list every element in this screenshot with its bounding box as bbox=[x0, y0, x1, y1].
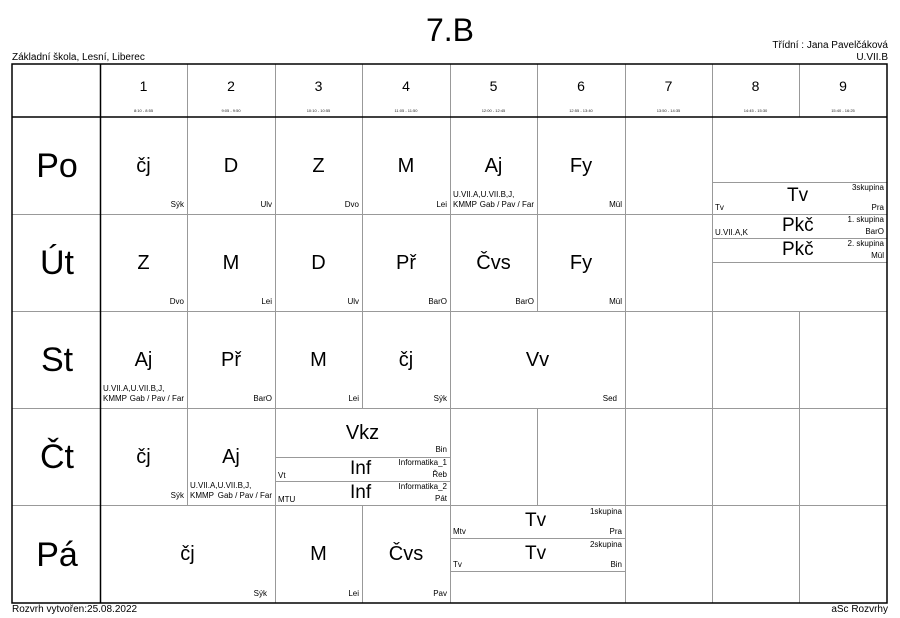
period-header-6 bbox=[537, 64, 625, 117]
lesson-teacher: Mül bbox=[609, 297, 622, 306]
lesson-subject: čj bbox=[136, 155, 151, 177]
lesson-teacher: Pát bbox=[434, 494, 447, 503]
lesson-teacher: Ulv bbox=[260, 200, 272, 209]
lesson-cell-group[interactable] bbox=[450, 538, 625, 571]
lesson-cell-group[interactable] bbox=[450, 505, 625, 538]
lesson-group: 2skupina bbox=[589, 540, 622, 549]
lesson-cell-group[interactable] bbox=[712, 182, 887, 214]
lesson-teacher: BarO bbox=[515, 297, 534, 306]
lesson-teacher: Lei bbox=[348, 394, 359, 403]
lesson-cell[interactable] bbox=[275, 311, 362, 408]
period-header-5 bbox=[450, 64, 537, 117]
lesson-subject: M bbox=[222, 252, 240, 274]
lesson-subject: Fy bbox=[569, 155, 593, 177]
lesson-subject: M bbox=[310, 543, 327, 565]
lesson-room: Tv bbox=[453, 560, 462, 569]
lesson-teacher: Lei bbox=[261, 297, 272, 306]
lesson-cell[interactable] bbox=[187, 311, 275, 408]
lesson-cell[interactable] bbox=[537, 117, 625, 214]
lesson-cell[interactable] bbox=[450, 214, 537, 311]
lesson-room-2: KMMP bbox=[190, 491, 214, 500]
lesson-teacher: Gab / Pav / Far bbox=[217, 491, 272, 500]
lesson-cell-double[interactable] bbox=[100, 505, 275, 603]
lesson-teacher: Bin bbox=[610, 560, 622, 569]
period-number: 6 bbox=[577, 78, 585, 94]
period-number: 2 bbox=[227, 78, 235, 94]
lesson-teacher: Dvo bbox=[169, 297, 184, 306]
day-label-st: St bbox=[40, 341, 74, 379]
lesson-teacher: BarO bbox=[428, 297, 447, 306]
period-time: 15:40 - 16:25 bbox=[831, 108, 855, 113]
period-time: 14:45 - 15:30 bbox=[743, 108, 768, 113]
lesson-teacher: Pav bbox=[433, 589, 447, 598]
lesson-teacher: Bin bbox=[435, 445, 447, 454]
software-credit: aSc Rozvrhy bbox=[831, 604, 888, 615]
period-number: 7 bbox=[664, 78, 673, 94]
class-room: U.VII.B bbox=[856, 52, 888, 63]
lesson-cell[interactable] bbox=[450, 117, 537, 214]
lesson-teacher: Sýk bbox=[170, 491, 184, 500]
period-number: 3 bbox=[314, 78, 323, 94]
lesson-group: 1skupina bbox=[589, 507, 622, 516]
lesson-cell[interactable] bbox=[537, 214, 625, 311]
lesson-cell[interactable] bbox=[275, 214, 362, 311]
period-time: 8:10 - 8:55 bbox=[133, 108, 154, 113]
lesson-subject: M bbox=[310, 349, 327, 371]
lesson-cell[interactable] bbox=[275, 505, 362, 603]
lesson-room: U.VII.A,U.VII.B,J, bbox=[190, 481, 252, 490]
lesson-teacher: Sýk bbox=[253, 589, 267, 598]
day-label-pa: Pá bbox=[36, 536, 78, 574]
lesson-subject: M bbox=[397, 155, 415, 177]
period-number: 5 bbox=[489, 78, 498, 94]
lesson-teacher: Lei bbox=[436, 200, 447, 209]
period-time: 12:55 - 13:40 bbox=[569, 108, 593, 113]
lesson-subject: Př bbox=[221, 349, 241, 371]
lesson-teacher: Pra bbox=[609, 527, 622, 536]
period-number: 4 bbox=[402, 78, 410, 94]
lesson-subject: Z bbox=[312, 155, 325, 177]
lesson-subject: Pkč bbox=[782, 215, 814, 236]
lesson-cell-group[interactable] bbox=[712, 238, 887, 262]
lesson-subject: Př bbox=[396, 252, 416, 274]
lesson-cell[interactable] bbox=[100, 311, 187, 408]
lesson-subject: Čvs bbox=[476, 252, 511, 274]
lesson-cell-group[interactable] bbox=[275, 481, 450, 505]
lesson-cell[interactable] bbox=[362, 505, 450, 603]
lesson-subject: Tv bbox=[525, 543, 547, 564]
period-time: 10:10 - 10:55 bbox=[306, 108, 331, 113]
page-title: 7.B bbox=[425, 12, 475, 48]
lesson-cell[interactable] bbox=[100, 117, 187, 214]
lesson-subject: Vkz bbox=[345, 422, 380, 444]
period-time: 9:05 - 9:50 bbox=[221, 108, 241, 113]
period-time: 12:00 - 12:45 bbox=[481, 108, 506, 113]
lesson-subject: Tv bbox=[787, 185, 809, 206]
lesson-subject: Z bbox=[137, 252, 150, 274]
period-header-4 bbox=[362, 64, 450, 117]
lesson-room: Vt bbox=[278, 471, 286, 480]
lesson-teacher: Gab / Pav / Far bbox=[129, 394, 184, 403]
lesson-room: U.VII.A,K bbox=[715, 228, 748, 237]
lesson-subject: D bbox=[311, 252, 326, 274]
lesson-teacher: BarO bbox=[865, 227, 884, 236]
lesson-teacher: BarO bbox=[253, 394, 272, 403]
lesson-cell-group[interactable] bbox=[712, 214, 887, 238]
lesson-subject: čj bbox=[398, 349, 414, 371]
period-header-3 bbox=[275, 64, 362, 117]
lesson-room: MTU bbox=[278, 495, 296, 504]
lesson-subject: D bbox=[223, 155, 239, 177]
lesson-room: Mtv bbox=[453, 527, 466, 536]
lesson-teacher: Sýk bbox=[170, 200, 184, 209]
lesson-teacher: Dvo bbox=[344, 200, 359, 209]
period-header-7 bbox=[625, 64, 712, 117]
lesson-teacher: Pra bbox=[871, 203, 884, 212]
period-number: 9 bbox=[839, 78, 847, 94]
lesson-teacher: Sýk bbox=[433, 394, 447, 403]
lesson-subject: Vv bbox=[525, 349, 550, 371]
period-number: 8 bbox=[751, 78, 760, 94]
lesson-subject: Aj bbox=[484, 155, 503, 177]
lesson-room-2: KMMP bbox=[453, 200, 477, 209]
lesson-cell[interactable] bbox=[362, 117, 450, 214]
period-header-1 bbox=[100, 64, 187, 117]
lesson-subject: Fy bbox=[569, 252, 593, 274]
lesson-cell[interactable] bbox=[187, 214, 275, 311]
lesson-teacher: Sed bbox=[602, 394, 617, 403]
lesson-cell[interactable] bbox=[100, 214, 187, 311]
lesson-teacher: Mül bbox=[871, 251, 884, 260]
lesson-room-2: KMMP bbox=[103, 394, 127, 403]
day-label-po: Po bbox=[36, 147, 78, 185]
lesson-cell[interactable] bbox=[187, 408, 275, 505]
created-date: Rozvrh vytvořen:25.08.2022 bbox=[12, 604, 138, 615]
lesson-subject: čj bbox=[136, 446, 151, 468]
period-time: 11:05 - 11:50 bbox=[394, 108, 418, 113]
lesson-cell[interactable] bbox=[187, 117, 275, 214]
lesson-group: Informatika_1 bbox=[398, 458, 447, 467]
lesson-subject: Aj bbox=[134, 349, 153, 371]
period-number: 1 bbox=[139, 78, 148, 94]
lesson-subject: Aj bbox=[222, 446, 240, 468]
lesson-subject: Čvs bbox=[388, 543, 424, 565]
period-header-2 bbox=[187, 64, 275, 117]
lesson-cell-double[interactable] bbox=[450, 311, 625, 408]
period-header-8 bbox=[712, 64, 799, 117]
lesson-room: Tv bbox=[715, 203, 724, 212]
lesson-group: 1. skupina bbox=[847, 215, 884, 224]
lesson-subject: čj bbox=[180, 543, 195, 565]
lesson-teacher: Mül bbox=[609, 200, 622, 209]
day-label-ct: Čt bbox=[40, 438, 74, 476]
lesson-cell[interactable] bbox=[100, 408, 187, 505]
day-label-ut: Út bbox=[40, 244, 74, 282]
lesson-cell-group[interactable] bbox=[275, 457, 450, 481]
lesson-subject: Tv bbox=[525, 510, 547, 531]
lesson-subject: Pkč bbox=[782, 239, 814, 260]
lesson-group: 2. skupina bbox=[847, 239, 884, 248]
lesson-group: Informatika_2 bbox=[398, 482, 447, 491]
period-time: 13:50 - 14:35 bbox=[656, 108, 681, 113]
lesson-room: U.VII.A,U.VII.B,J, bbox=[103, 384, 165, 393]
class-teacher-name: Třídní : Jana Pavelčáková bbox=[772, 40, 888, 51]
lesson-cell[interactable] bbox=[275, 117, 362, 214]
period-header-9 bbox=[799, 64, 887, 117]
lesson-teacher: Lei bbox=[348, 589, 359, 598]
lesson-teacher: Řeb bbox=[432, 470, 447, 479]
lesson-room: U.VII.A,U.VII.B,J, bbox=[453, 190, 515, 199]
school-name: Základní škola, Lesní, Liberec bbox=[12, 52, 145, 63]
lesson-subject: Inf bbox=[350, 482, 372, 503]
lesson-cell[interactable] bbox=[362, 311, 450, 408]
lesson-teacher: Ulv bbox=[347, 297, 359, 306]
lesson-cell[interactable] bbox=[362, 214, 450, 311]
lesson-subject: Inf bbox=[350, 458, 372, 479]
lesson-cell-double[interactable] bbox=[275, 408, 450, 457]
lesson-teacher: Gab / Pav / Far bbox=[479, 200, 534, 209]
lesson-group: 3skupina bbox=[851, 183, 884, 192]
